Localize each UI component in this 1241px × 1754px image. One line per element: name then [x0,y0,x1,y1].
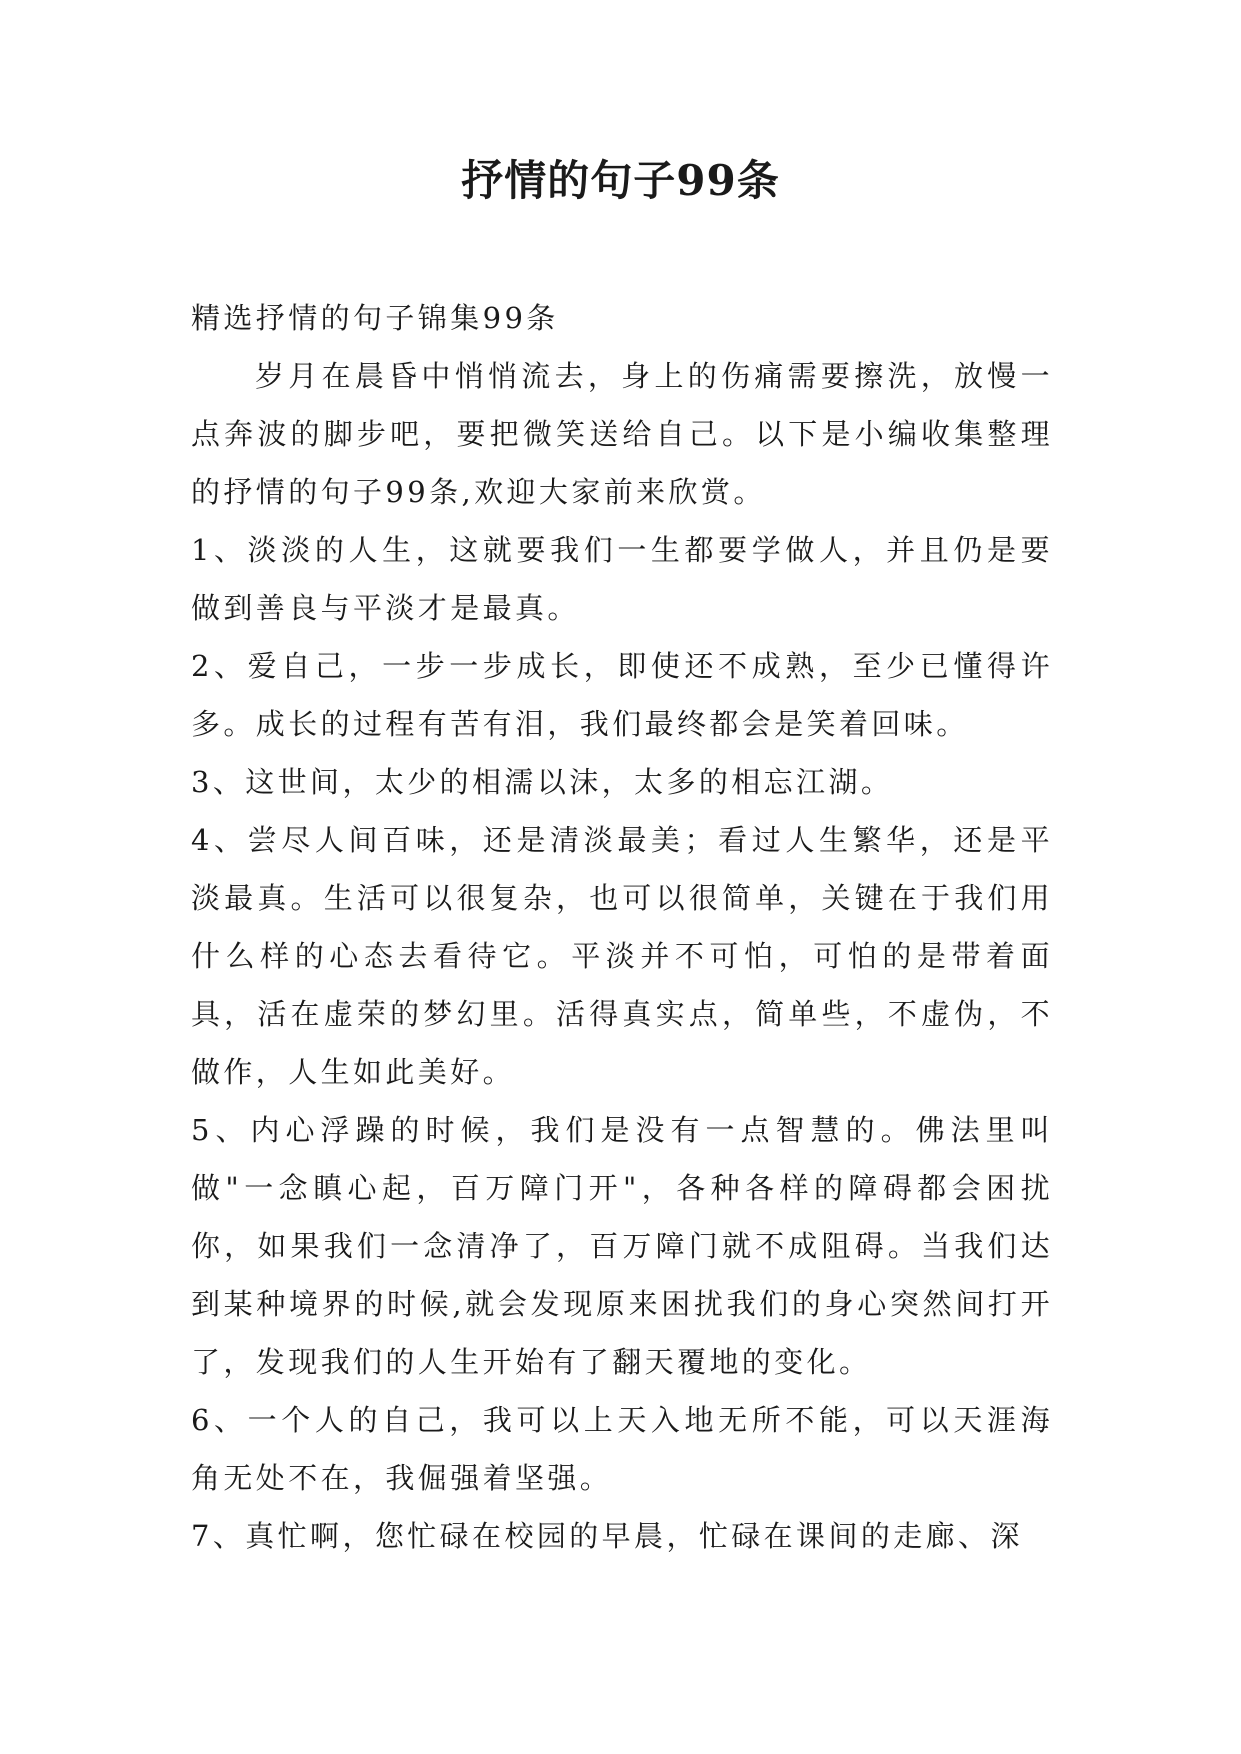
paragraph: 4、尝尽人间百味，还是清淡最美；看过人生繁华，还是平淡最真。生活可以很复杂，也可以很简单，关键在于我们用什么样的心态去看待它。平淡并不可怕，可怕的是带着面具，活在虚荣的梦幻里。活得真实点，简单些，不虚伪，不做作，人生如此美好。 [191,823,1053,1089]
paragraph: 2、爱自己，一步一步成长，即使还不成熟，至少已懂得许多。成长的过程有苦有泪，我们最终都会是笑着回味。 [191,649,1053,741]
document-title: 抒情的句子99条 [461,156,780,205]
paragraph: 岁月在晨昏中悄悄流去，身上的伤痛需要擦洗，放慢一点奔波的脚步吧，要把微笑送给自己。以下是小编收集整理的抒情的句子99条,欢迎大家前来欣赏。 [191,359,1053,509]
paragraph: 1、淡淡的人生，这就要我们一生都要学做人，并且仍是要做到善良与平淡才是最真。 [191,533,1053,625]
document-subtitle: 精选抒情的句子锦集99条 [191,301,559,335]
paragraph: 7、真忙啊，您忙碌在校园的早晨，忙碌在课间的走廊、深 [191,1519,1023,1553]
paragraph: 6、一个人的自己，我可以上天入地无所不能，可以天涯海角无处不在，我倔强着坚强。 [191,1403,1053,1495]
paragraph: 5、内心浮躁的时候，我们是没有一点智慧的。佛法里叫做"一念瞋心起，百万障门开"，各种各样的障碍都会困扰你，如果我们一念清净了，百万障门就不成阻碍。当我们达到某种境界的时候,就会发现原来困扰我们的身心突然间打开了，发现我们的人生开始有了翻天覆地的变化。 [191,1113,1053,1379]
paragraph: 3、这世间，太少的相濡以沫，太多的相忘江湖。 [191,765,894,799]
document-body [191,289,1053,1565]
